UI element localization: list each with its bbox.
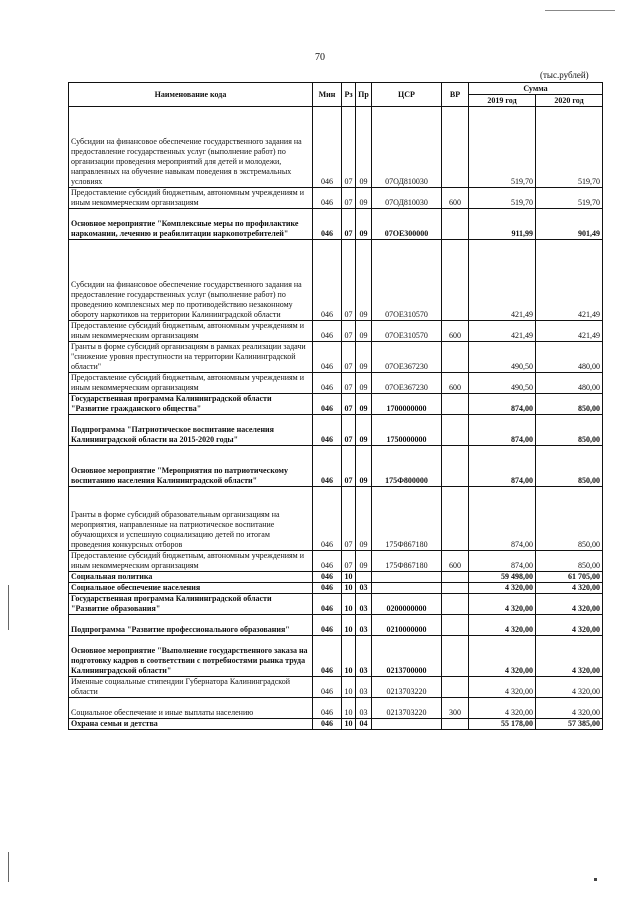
- row-name: Подпрограмма "Развитие профессионального образования": [69, 615, 313, 636]
- table-row: [69, 394, 603, 415]
- row-amount-2019: 519,70: [469, 107, 536, 188]
- row-pr: 09: [356, 415, 372, 446]
- row-amount-2020: 421,49: [536, 240, 603, 321]
- table-row: [69, 719, 603, 730]
- row-name: Охрана семьи и детства: [69, 719, 313, 730]
- row-pr: 09: [356, 373, 372, 394]
- row-amount-2019: 490,50: [469, 373, 536, 394]
- row-name: Гранты в форме субсидий организациям в рамках реализации задачи "снижение уровня преступности на территории Калининградской области": [69, 342, 313, 373]
- row-min: 046: [313, 373, 342, 394]
- table-row: [69, 209, 603, 240]
- table-row: [69, 572, 603, 583]
- row-amount-2019: 421,49: [469, 240, 536, 321]
- row-name: Предоставление субсидий бюджетным, автономным учреждениям и иным некоммерческим организациям: [69, 321, 313, 342]
- row-amount-2019: 874,00: [469, 487, 536, 551]
- row-min: 046: [313, 188, 342, 209]
- table-row: [69, 487, 603, 551]
- row-pr: 03: [356, 615, 372, 636]
- row-rz: 07: [342, 107, 356, 188]
- header-rz: Рз: [342, 83, 356, 107]
- row-name: Социальное обеспечение населения: [69, 583, 313, 594]
- table-row: [69, 415, 603, 446]
- row-name: Основное мероприятие "Мероприятия по патриотическому воспитанию населения Калининградской области": [69, 446, 313, 487]
- row-name: Предоставление субсидий бюджетным, автономным учреждениям и иным некоммерческим организациям: [69, 188, 313, 209]
- row-pr: 09: [356, 321, 372, 342]
- row-min: 046: [313, 446, 342, 487]
- row-vr: 600: [442, 188, 469, 209]
- row-csr: 07ОЕ367230: [372, 342, 442, 373]
- row-pr: 09: [356, 551, 372, 572]
- table-row: [69, 636, 603, 677]
- row-amount-2019: 874,00: [469, 415, 536, 446]
- row-min: 046: [313, 572, 342, 583]
- row-csr: 175Ф800000: [372, 446, 442, 487]
- row-vr: [442, 636, 469, 677]
- row-name: Предоставление субсидий бюджетным, автономным учреждениям и иным некоммерческим организациям: [69, 551, 313, 572]
- row-amount-2019: 874,00: [469, 551, 536, 572]
- row-amount-2020: 61 705,00: [536, 572, 603, 583]
- table-header: [69, 83, 603, 107]
- row-amount-2019: 519,70: [469, 188, 536, 209]
- row-min: 046: [313, 636, 342, 677]
- row-min: 046: [313, 342, 342, 373]
- row-csr: 07ОД810030: [372, 107, 442, 188]
- row-pr: 09: [356, 487, 372, 551]
- row-amount-2019: 421,49: [469, 321, 536, 342]
- row-amount-2020: 4 320,00: [536, 594, 603, 615]
- row-vr: [442, 394, 469, 415]
- table-row: [69, 446, 603, 487]
- row-csr: 175Ф867180: [372, 487, 442, 551]
- row-name: Гранты в форме субсидий образовательным организациям на мероприятия, направленные на патриотическое воспитание обучающихся и успешную социализацию детей по итогам проведения конкурсных отборов: [69, 487, 313, 551]
- row-min: 046: [313, 615, 342, 636]
- row-min: 046: [313, 240, 342, 321]
- row-min: 046: [313, 551, 342, 572]
- row-csr: 0213700000: [372, 636, 442, 677]
- row-amount-2019: 4 320,00: [469, 698, 536, 719]
- row-vr: [442, 615, 469, 636]
- row-rz: 07: [342, 394, 356, 415]
- table-row: [69, 677, 603, 698]
- row-pr: 09: [356, 107, 372, 188]
- row-min: 046: [313, 107, 342, 188]
- row-min: 046: [313, 583, 342, 594]
- row-rz: 10: [342, 677, 356, 698]
- row-amount-2020: 850,00: [536, 446, 603, 487]
- header-vr: ВР: [442, 83, 469, 107]
- row-pr: 03: [356, 636, 372, 677]
- row-vr: [442, 719, 469, 730]
- row-amount-2020: 4 320,00: [536, 698, 603, 719]
- header-pr: Пр: [356, 83, 372, 107]
- row-amount-2019: 4 320,00: [469, 583, 536, 594]
- header-year-2020: 2020 год: [536, 95, 603, 107]
- table-row: [69, 342, 603, 373]
- row-csr: [372, 583, 442, 594]
- row-amount-2020: 4 320,00: [536, 583, 603, 594]
- row-csr: 07ОЕ310570: [372, 321, 442, 342]
- row-vr: [442, 677, 469, 698]
- row-amount-2019: 59 498,00: [469, 572, 536, 583]
- margin-mark: [8, 852, 9, 882]
- page-number: 70: [315, 52, 325, 63]
- row-amount-2019: 4 320,00: [469, 594, 536, 615]
- row-rz: 10: [342, 572, 356, 583]
- row-name: Государственная программа Калининградской области "Развитие гражданского общества": [69, 394, 313, 415]
- row-pr: 04: [356, 719, 372, 730]
- row-pr: 03: [356, 594, 372, 615]
- row-csr: 07ОЕ310570: [372, 240, 442, 321]
- table-row: [69, 698, 603, 719]
- row-name: Основное мероприятие "Выполнение государственного заказа на подготовку кадров в соответствии с потребностями рынка труда Калининградской области": [69, 636, 313, 677]
- header-min: Мин: [313, 83, 342, 107]
- row-pr: 09: [356, 209, 372, 240]
- budget-table: [68, 82, 603, 730]
- row-vr: 600: [442, 551, 469, 572]
- row-vr: [442, 487, 469, 551]
- unit-label: (тыс.рублей): [540, 70, 589, 80]
- row-rz: 07: [342, 240, 356, 321]
- row-min: 046: [313, 415, 342, 446]
- row-pr: 09: [356, 342, 372, 373]
- row-name: Подпрограмма "Патриотическое воспитание населения Калининградской области на 2015-2020 годы": [69, 415, 313, 446]
- row-pr: 09: [356, 240, 372, 321]
- row-vr: 600: [442, 321, 469, 342]
- row-vr: [442, 107, 469, 188]
- row-vr: 600: [442, 373, 469, 394]
- row-amount-2020: 4 320,00: [536, 677, 603, 698]
- row-pr: [356, 572, 372, 583]
- row-amount-2020: 901,49: [536, 209, 603, 240]
- margin-mark: [8, 585, 9, 630]
- row-min: 046: [313, 487, 342, 551]
- row-min: 046: [313, 321, 342, 342]
- row-min: 046: [313, 594, 342, 615]
- row-csr: 1750000000: [372, 415, 442, 446]
- row-amount-2020: 850,00: [536, 487, 603, 551]
- row-amount-2020: 850,00: [536, 415, 603, 446]
- table-body: [69, 107, 603, 730]
- row-min: 046: [313, 209, 342, 240]
- row-name: Социальное обеспечение и иные выплаты населению: [69, 698, 313, 719]
- row-csr: 07ОЕ367230: [372, 373, 442, 394]
- table-row: [69, 107, 603, 188]
- table-row: [69, 240, 603, 321]
- row-vr: [442, 209, 469, 240]
- row-min: 046: [313, 677, 342, 698]
- row-min: 046: [313, 394, 342, 415]
- scan-speck: [594, 878, 597, 881]
- row-amount-2019: 55 178,00: [469, 719, 536, 730]
- row-pr: 03: [356, 677, 372, 698]
- row-csr: 07ОЕ300000: [372, 209, 442, 240]
- row-name: Социальная политика: [69, 572, 313, 583]
- row-amount-2020: 480,00: [536, 373, 603, 394]
- row-rz: 07: [342, 188, 356, 209]
- table-row: [69, 188, 603, 209]
- row-rz: 10: [342, 719, 356, 730]
- row-amount-2019: 4 320,00: [469, 615, 536, 636]
- row-name: Субсидии на финансовое обеспечение государственного задания на предоставление государственных услуг (выполнение работ) по проведению комплексных мер по противодействию незаконному обороту наркотиков на территории Калининградской области: [69, 240, 313, 321]
- row-csr: 0200000000: [372, 594, 442, 615]
- row-vr: [442, 240, 469, 321]
- row-rz: 07: [342, 551, 356, 572]
- row-rz: 10: [342, 594, 356, 615]
- row-pr: 03: [356, 583, 372, 594]
- table-row: [69, 373, 603, 394]
- row-rz: 10: [342, 583, 356, 594]
- row-amount-2020: 519,70: [536, 107, 603, 188]
- row-amount-2020: 850,00: [536, 551, 603, 572]
- row-amount-2019: 874,00: [469, 394, 536, 415]
- row-name: Государственная программа Калининградской области "Развитие образования": [69, 594, 313, 615]
- row-vr: [442, 446, 469, 487]
- row-rz: 07: [342, 487, 356, 551]
- row-amount-2020: 4 320,00: [536, 615, 603, 636]
- row-csr: 0213703220: [372, 677, 442, 698]
- row-min: 046: [313, 698, 342, 719]
- row-rz: 10: [342, 615, 356, 636]
- row-csr: [372, 719, 442, 730]
- row-amount-2020: 480,00: [536, 342, 603, 373]
- row-vr: 300: [442, 698, 469, 719]
- header-sum: Сумма: [469, 83, 603, 95]
- row-csr: 175Ф867180: [372, 551, 442, 572]
- row-rz: 07: [342, 415, 356, 446]
- table-row: [69, 551, 603, 572]
- row-amount-2019: 490,50: [469, 342, 536, 373]
- row-rz: 07: [342, 342, 356, 373]
- header-csr: ЦСР: [372, 83, 442, 107]
- row-pr: 09: [356, 446, 372, 487]
- row-name: Основное мероприятие "Комплексные меры по профилактике наркомании, лечению и реабилитации наркопотребителей": [69, 209, 313, 240]
- row-name: Субсидии на финансовое обеспечение государственного задания на предоставление государственных услуг (выполнение работ) по организации проведения мероприятий для детей и молодежи, направленных на обучение навыкам поведения в экстремальных условиях: [69, 107, 313, 188]
- row-amount-2020: 4 320,00: [536, 636, 603, 677]
- row-vr: [442, 594, 469, 615]
- row-rz: 07: [342, 321, 356, 342]
- row-pr: 09: [356, 394, 372, 415]
- top-rule: [545, 10, 615, 11]
- row-csr: 1700000000: [372, 394, 442, 415]
- table-row: [69, 594, 603, 615]
- row-rz: 07: [342, 373, 356, 394]
- table-row: [69, 321, 603, 342]
- row-pr: 09: [356, 188, 372, 209]
- row-vr: [442, 415, 469, 446]
- row-amount-2019: 874,00: [469, 446, 536, 487]
- row-rz: 10: [342, 698, 356, 719]
- row-pr: 03: [356, 698, 372, 719]
- row-rz: 07: [342, 446, 356, 487]
- row-amount-2019: 911,99: [469, 209, 536, 240]
- row-name: Предоставление субсидий бюджетным, автономным учреждениям и иным некоммерческим организациям: [69, 373, 313, 394]
- row-rz: 10: [342, 636, 356, 677]
- row-min: 046: [313, 719, 342, 730]
- row-amount-2019: 4 320,00: [469, 677, 536, 698]
- row-vr: [442, 583, 469, 594]
- row-csr: 0210000000: [372, 615, 442, 636]
- row-csr: 0213703220: [372, 698, 442, 719]
- row-amount-2020: 850,00: [536, 394, 603, 415]
- table-row: [69, 583, 603, 594]
- row-name: Именные социальные стипендии Губернатора Калининградской области: [69, 677, 313, 698]
- row-csr: 07ОД810030: [372, 188, 442, 209]
- row-rz: 07: [342, 209, 356, 240]
- row-amount-2020: 421,49: [536, 321, 603, 342]
- row-amount-2020: 57 385,00: [536, 719, 603, 730]
- row-vr: [442, 572, 469, 583]
- row-amount-2019: 4 320,00: [469, 636, 536, 677]
- header-year-2019: 2019 год: [469, 95, 536, 107]
- row-vr: [442, 342, 469, 373]
- table-row: [69, 615, 603, 636]
- row-csr: [372, 572, 442, 583]
- row-amount-2020: 519,70: [536, 188, 603, 209]
- header-name: Наименование кода: [69, 83, 313, 107]
